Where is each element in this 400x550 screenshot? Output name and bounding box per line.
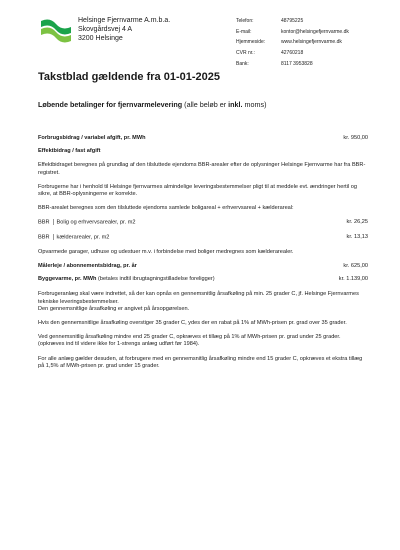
price-row-bbr-kaelder [38,234,368,242]
paragraph: Hvis den gennemsnitlige årsafkøling overstiger 35 grader C, ydes der en rabat på 1% af MWh-prisen pr. grad over 35 grader. [38,320,347,327]
price-label: Forbrugsbidrag / variabel afgift, pr. MWh [38,135,146,141]
price-row-byggevarme [38,276,368,283]
contact-website: www.helsingefjernvarme.dk [281,39,342,46]
bbr-prefix: BBR [38,219,50,226]
page-subtitle [38,100,267,109]
company-name: Helsinge Fjernvarme A.m.b.a. [78,17,171,24]
paragraph: Forbrugerne har i henhold til Helsinge fjernvarmes almindelige leveringsbestemmelser pligt til at meddele evt. ændringer hertil og sikre, at BBR-oplysningerne er korrekte. [38,183,358,198]
paragraph: For alle anlæg gælder desuden, at forbrugere med en gennemsnitlig årsafkøling mindre end 15 grader C, opkræves et ekstra tillæg på 1,5% af MWh-prisen pr. grad under 15 grader. [38,355,363,369]
company-city: 3200 Helsinge [78,35,123,42]
contact-label: CVR nr.: [236,50,255,57]
price-label: Målerleje / abonnementsbidrag, pr. år [38,263,137,269]
contact-cvr: 42760218 [281,50,304,57]
price-row-bbr-bolig [38,219,368,227]
contact-label: Bank: [236,60,249,67]
contact-email: kontor@helsingefjernvarme.dk [281,28,349,35]
page-title: Takstblad gældende fra 01-01-2025 [38,71,220,83]
price-label [38,219,136,227]
byggevarme-note: (betales indtil ibrugtagningstilladelse foreligger) [96,276,215,283]
subtitle-text: moms) [242,100,267,109]
subtitle-incl: inkl. [228,100,243,109]
paragraph: Opvarmede garager, udhuse og udestuer m.v. i forbindelse med boliger medregnes som kælderarealer. [38,248,294,255]
price-amount: kr. 950,00 [343,135,368,141]
section-heading-effekt: Effektbidrag / fast afgift [38,148,101,155]
price-row-forbrug [38,135,368,142]
company-address [78,16,170,43]
subtitle-text: (alle beløb er [182,100,229,109]
company-street: Skovgårdsvej 4 A [78,26,133,33]
bbr-prefix: BBR [38,234,50,241]
price-amount: kr. 1.139,00 [338,276,368,283]
contact-label: E-mail: [236,28,252,35]
contact-label: Hjemmeside: [236,39,266,46]
paragraph: BBR-arealet beregnes som den tilsluttede ejendoms samlede boligareal + erhvervsareal + kælderareal: [38,205,294,212]
contact-label: Telefon: [236,18,254,24]
paragraph: Effektbidraget beregnes på grundlag af den tilsluttede ejendoms BBR-arealer efter de oplysninger Helsinge Fjernvarme har fra BBR-registret. [38,162,366,176]
contact-phone: 48795225 [281,18,304,24]
contact-block [236,16,349,70]
bbr-label: kælderarealer, pr. m2 [56,234,110,241]
contact-bank: 8117 3953828 [281,60,313,67]
company-logo-icon [40,16,72,44]
bbr-label: Bolig og erhvervsarealer, pr. m2 [56,219,136,226]
price-amount: kr. 13,13 [346,234,368,241]
price-label [38,234,109,242]
paragraph: Ved gennemsnitlig årsafkøling mindre end 25 grader C, opkræves et tillæg på 1% af MWh-prisen pr. grad under 25 grader. (opkræves ind til videre ikke for 1-strengs anlæg udført før 1984). [38,334,341,348]
price-row-maaler [38,263,368,270]
price-label [38,276,215,283]
paragraph: Den gennemsnitlige årsafkøling er angivet på årsopgørelsen. [38,305,190,312]
separator [53,219,54,225]
price-amount: kr. 26,25 [346,219,368,226]
paragraph: Forbrugeranlæg skal være indrettet, så der kan opnås en gennemsnitlig årsafkøling på min. 25 grader C, jf. Helsinge Fjernvarmes tekniske leveringsbestemmelser. [38,291,359,305]
subtitle-bold: Løbende betalinger for fjernvarmelevering [38,100,183,109]
price-amount: kr. 625,00 [343,263,368,269]
separator [53,234,54,240]
tariff-content [38,135,368,370]
byggevarme-bold: Byggevarme, pr. MWh [38,276,97,283]
